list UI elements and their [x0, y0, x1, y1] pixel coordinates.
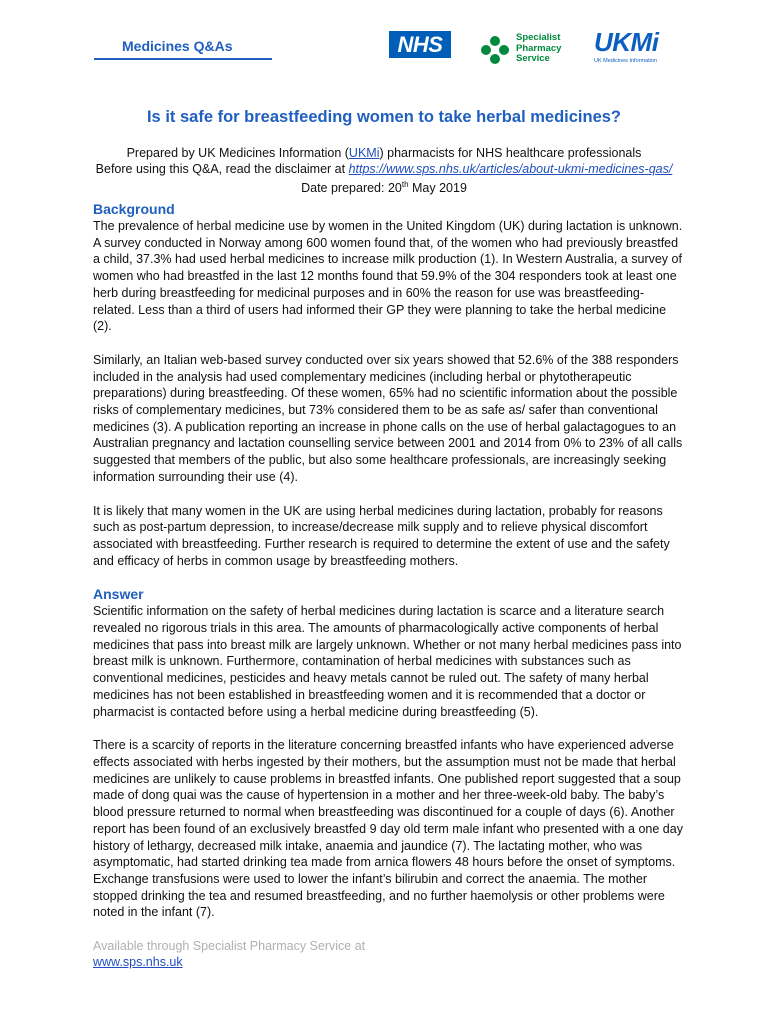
answer-paragraph: There is a scarcity of reports in the literature concerning breastfed infants who have experienced adverse effects associated with herbs ingested by their mothers, but the assumption must not be made that herbal medicines are unlikely to cause problems in breastfed infants. One published report suggested that a soup made of dong quai was the cause of hypertension in a mother and her three-week-old baby. The baby’s blood pressure returned to normal when breastfeeding was discontinued for a couple of days (6). Another report has been found of an exclusively breastfed 9 day old term male infant who presented with a one day history of lethargy, decreased milk intake, anaemia and jaundice (7). The lactating mother, who was asymptomatic, had started drinking tea made from arnica flowers 48 hours before the onset of symptoms. Exchange transfusions were used to lower the infant’s bilirubin and correct the anaemia. The mother stopped drinking the tea and resumed breastfeeding, and no further haemolysis or other problems were noted in the infant (7). — [93, 738, 683, 920]
disclaimer-line: Before using this Q&A, read the disclaimer at https://www.sps.nhs.uk/articles/about-ukmi-medicines-qas/ — [95, 162, 673, 176]
series-title: Medicines Q&As — [122, 38, 233, 54]
sps-logo-line1: Specialist — [516, 32, 561, 43]
footer-availability: Available through Specialist Pharmacy Service at — [93, 939, 366, 953]
background-paragraph: It is likely that many women in the UK are using herbal medicines during lactation, probably for reasons such as post-partum depression, to increase/decrease milk supply and to relieve physical discomfort associated with breastfeeding. Further research is required to determine the extent of use and the safety and efficacy of herbs in common usage by breastfeeding mothers. — [93, 503, 670, 568]
footer-site-link[interactable]: www.sps.nhs.uk — [93, 955, 183, 969]
series-title-rule — [94, 58, 272, 60]
ukmi-logo-subtitle: UK Medicines Information — [594, 58, 657, 64]
preparation-info — [0, 145, 768, 196]
sps-cross-icon — [480, 35, 510, 65]
sps-logo — [480, 33, 570, 67]
ukmi-link[interactable]: UKMi — [348, 146, 380, 160]
nhs-logo: NHS — [389, 31, 451, 58]
page-header — [0, 0, 768, 80]
background-heading: Background — [93, 201, 175, 217]
prepared-by-line: Prepared by UK Medicines Information (UKMi) pharmacists for NHS healthcare professionals — [126, 146, 642, 160]
ukmi-logo — [594, 28, 674, 72]
background-paragraph: The prevalence of herbal medicine use by women in the United Kingdom (UK) during lactation is unknown. A survey conducted in Norway among 600 women found that, of the women who had previously breastfed a child, 37.3% had used herbal medicines to increase milk production (1). In Western Australia, a survey of women who had breastfed in the last 12 months found that 59.9% of the 304 responders took at least one herb during breastfeeding for medicinal purposes and in 60% the reason for use was breastfeeding-related. Less than a third of users had informed their GP they were planning to take the herbal medicine (2). — [93, 219, 683, 334]
page-footer — [93, 938, 365, 970]
document-title: Is it safe for breastfeeding women to take herbal medicines? — [146, 108, 622, 126]
ukmi-logo-word: UKMi — [594, 27, 659, 57]
disclaimer-link[interactable]: https://www.sps.nhs.uk/articles/about-ukmi-medicines-qas/ — [348, 162, 673, 176]
sps-logo-text — [516, 33, 561, 65]
answer-paragraph: Scientific information on the safety of herbal medicines during lactation is scarce and a literature search revealed no rigorous trials in this area. The amounts of pharmacologically active components of herbal medicines that pass into breast milk are largely unknown. Whether or not many herbal medicines pass into breast milk is unknown. Furthermore, contamination of herbal medicines with substances such as conventional medicines, pesticides and heavy metals cannot be ruled out. The safety of many herbal medicines has not been established in breastfeeding women and it is recommended that a doctor or pharmacist is contacted before using a herbal medicine during breastfeeding (5). — [93, 604, 682, 719]
document-body — [93, 201, 683, 938]
sps-logo-line2: Pharmacy — [516, 42, 562, 54]
sps-logo-line3: Service — [516, 53, 550, 64]
answer-heading: Answer — [93, 586, 144, 603]
background-paragraph: Similarly, an Italian web-based survey conducted over six years showed that 52.6% of the 388 responders included in the analysis had used complementary medicines (including herbal or phytotherapeutic preparations) during breastfeeding. Of these women, 65% had no scientific information about the possible risks of complementary medicines, but 73% considered them to be as safe as/ safer than conventional medicines (3). A publication reporting an increase in phone calls on the use of herbal galactagogues to an Australian pregnancy and lactation counselling service between 2001 and 2014 from 0% to 23% of all calls suggested that members of the public, but also some healthcare professionals, are increasingly seeking information surrounding their use (4). — [93, 352, 683, 484]
date-prepared-line: Date prepared: 20th May 2019 — [301, 180, 467, 196]
